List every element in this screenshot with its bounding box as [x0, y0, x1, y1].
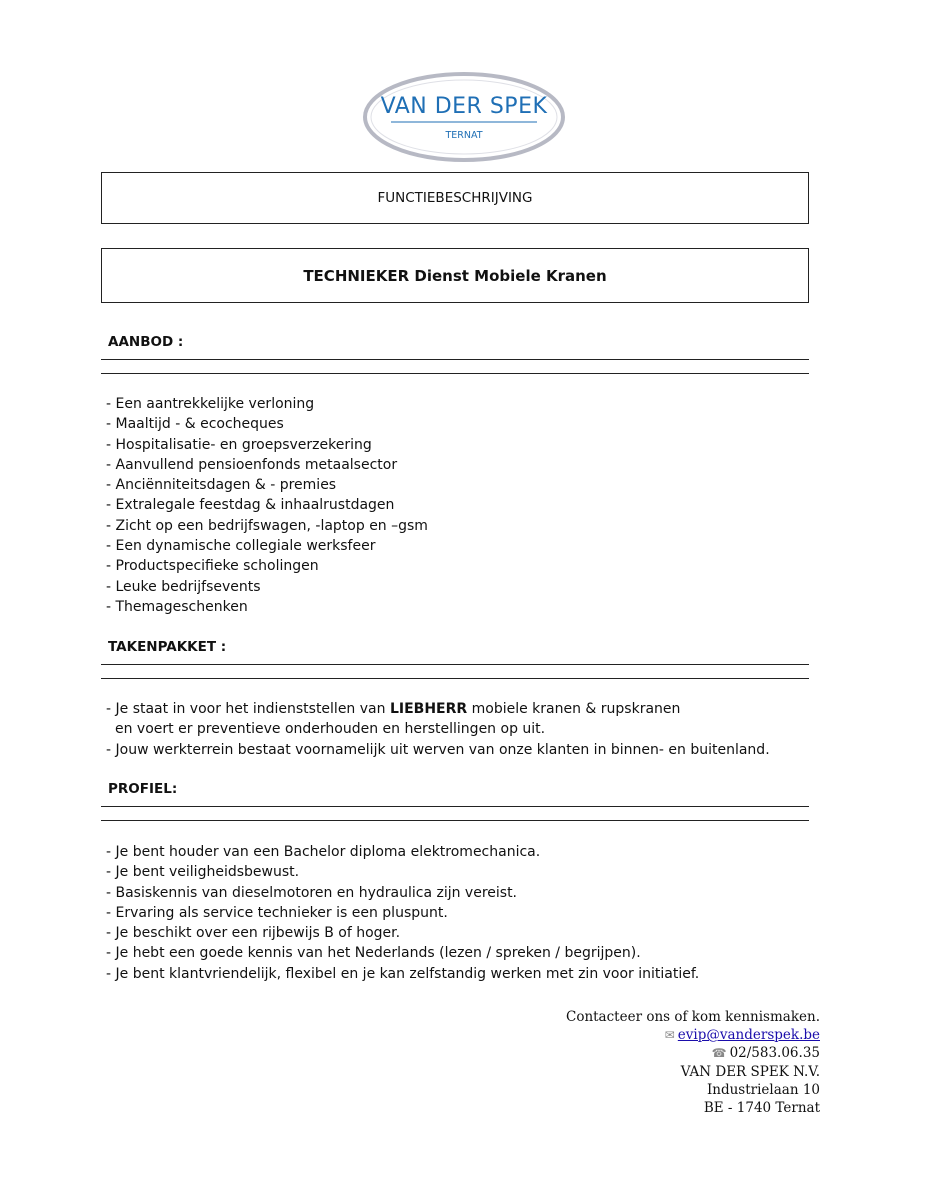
logo-name: VAN DER SPEK — [380, 94, 548, 119]
list-item: en voert er preventieve onderhouden en herstellingen op uit. — [115, 721, 546, 738]
list-item: - Ervaring als service technieker is een pluspunt. — [106, 904, 448, 921]
job-title: TECHNIEKER Dienst Mobiele Kranen — [303, 266, 607, 285]
list-item: - Basiskennis van dieselmotoren en hydraulica zijn vereist. — [106, 884, 518, 901]
divider — [101, 373, 809, 374]
list-item: - Je bent houder van een Bachelor diploma elektromechanica. — [106, 844, 541, 860]
list-item: - Jouw werkterrein bestaat voornamelijk uit werven van onze klanten in binnen- en buitenland. — [106, 741, 770, 758]
list-item: - Hospitalisatie- en groepsverzekering — [106, 436, 372, 453]
logo-location: TERNAT — [445, 130, 483, 141]
divider — [101, 820, 809, 821]
list-item: - Je bent veiligheidsbewust. — [106, 864, 300, 881]
divider — [101, 359, 809, 360]
list-item: - Themageschenken — [106, 598, 248, 615]
aanbod-list — [106, 394, 428, 617]
telephone-icon: ☎ — [711, 1046, 727, 1061]
takenpakket-heading: TAKENPAKKET : — [108, 639, 227, 655]
doc-type-box — [101, 172, 809, 224]
job-title-box — [101, 248, 809, 303]
divider — [101, 678, 809, 679]
list-item: - Je hebt een goede kennis van het Nederlands (lezen / spreken / begrijpen). — [106, 945, 641, 962]
list-item: - Je beschikt over een rijbewijs B of hoger. — [106, 925, 401, 942]
contact-block — [566, 1008, 820, 1117]
list-item: - Extralegale feestdag & inhaalrustdagen — [106, 497, 395, 514]
contact-intro: Contacteer ons of kom kennismaken. — [565, 1009, 820, 1025]
list-item: - Je staat in voor het indienststellen van LIEBHERR mobiele kranen & rupskranen — [106, 701, 681, 717]
divider — [101, 664, 809, 665]
list-item: - Je bent klantvriendelijk, flexibel en je kan zelfstandig werken met zin voor initiatief. — [106, 965, 700, 982]
envelope-icon: ✉ — [664, 1028, 675, 1043]
street-address: Industrielaan 10 — [706, 1081, 820, 1098]
city-address: BE - 1740 Ternat — [703, 1100, 820, 1117]
contact-phone-line — [566, 1044, 820, 1062]
list-item: - Maaltijd - & ecocheques — [106, 416, 284, 433]
phone-number: 02/583.06.35 — [729, 1045, 820, 1062]
liebherr-brand: LIEBHERR — [389, 701, 468, 717]
company-logo — [361, 70, 567, 164]
list-item: - Anciënniteitsdagen & - premies — [106, 477, 337, 494]
doc-type-title: FUNCTIEBESCHRIJVING — [377, 190, 533, 206]
company-name: VAN DER SPEK N.V. — [680, 1063, 820, 1080]
list-item: - Een dynamische collegiale werksfeer — [106, 538, 376, 555]
list-item: - Aanvullend pensioenfonds metaalsector — [106, 456, 398, 473]
list-item: - Productspecifieke scholingen — [106, 558, 319, 575]
divider — [101, 806, 809, 807]
profiel-heading: PROFIEL: — [108, 781, 178, 797]
list-item: - Een aantrekkelijke verloning — [106, 396, 315, 412]
email-link[interactable]: evip@vanderspek.be — [677, 1027, 820, 1044]
takenpakket-list — [106, 699, 770, 760]
list-item: - Zicht op een bedrijfswagen, -laptop en –gsm — [106, 517, 428, 534]
list-item: - Leuke bedrijfsevents — [106, 578, 261, 595]
aanbod-heading: AANBOD : — [108, 334, 184, 350]
contact-email-line — [566, 1026, 820, 1044]
profiel-list — [106, 842, 699, 984]
